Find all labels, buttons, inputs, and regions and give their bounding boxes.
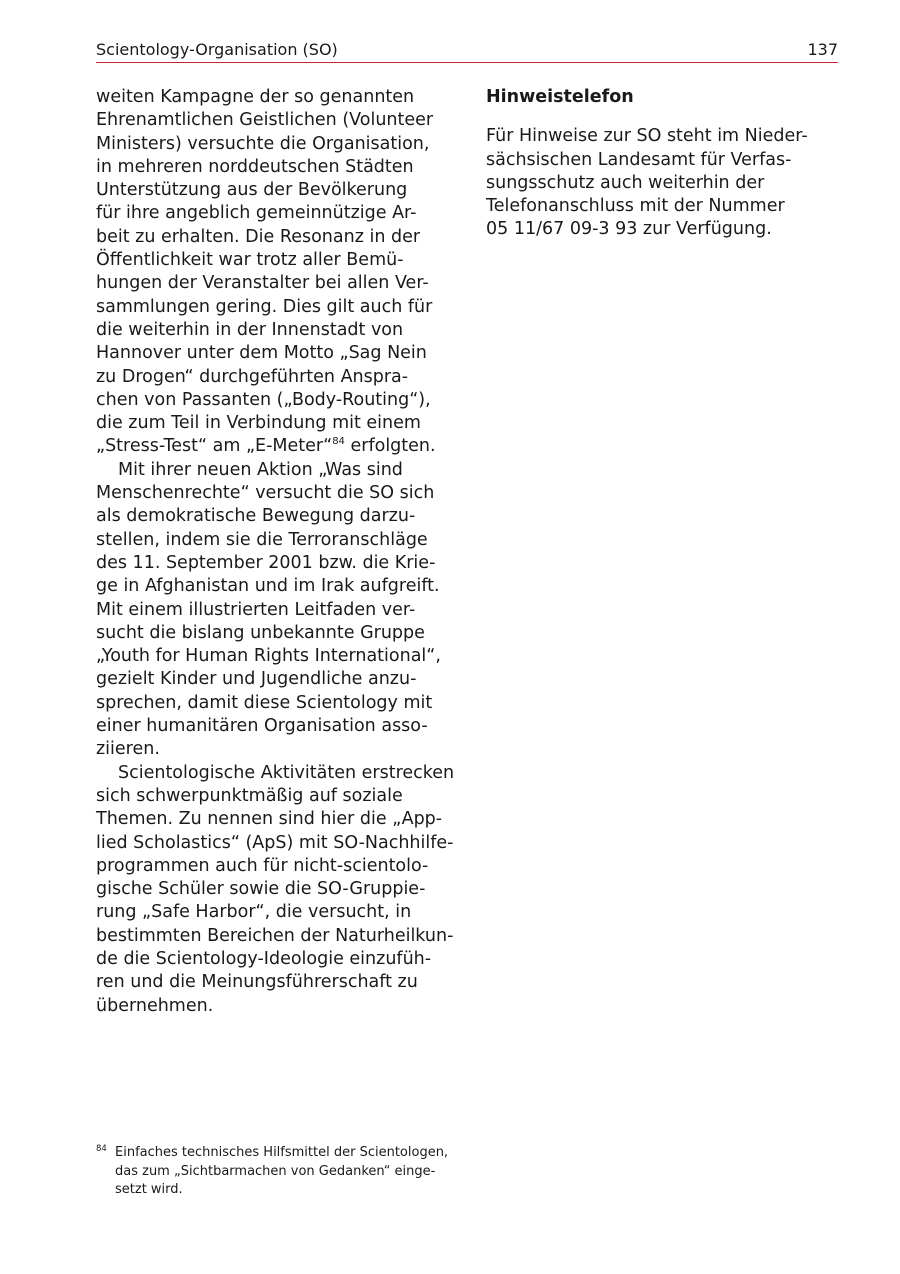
- footnote-line: setzt wird.: [115, 1182, 183, 1198]
- text-line: die weiterhin in der Innenstadt von: [96, 319, 404, 340]
- text-line: rung „Safe Harbor“, die versucht, in: [96, 902, 412, 923]
- text-line: chen von Passanten („Body-Routing“),: [96, 389, 431, 410]
- text-line: hungen der Veranstalter bei allen Ver-: [96, 273, 429, 294]
- text-line-with-footnote-ref: [96, 435, 456, 458]
- text-line: Öffentlichkeit war trotz aller Bemü-: [96, 250, 404, 271]
- text-line: die zum Teil in Verbindung mit einem: [96, 413, 421, 434]
- text-line: einer humanitären Organisation asso-: [96, 716, 428, 737]
- text-fragment: „Stress-Test“ am „E-Meter“: [96, 436, 333, 457]
- text-line: sungsschutz auch weiterhin der: [486, 172, 765, 193]
- text-line: Themen. Zu nennen sind hier die „App-: [96, 809, 443, 830]
- right-column: [486, 86, 838, 242]
- text-line: „Youth for Human Rights International“,: [96, 646, 441, 667]
- text-line: 05 11/67 09-3 93 zur Verfügung.: [486, 219, 772, 240]
- text-fragment: erfolgten.: [344, 436, 436, 457]
- text-line: sächsischen Landesamt für Verfas-: [486, 149, 792, 170]
- text-line: stellen, indem sie die Terroranschläge: [96, 529, 428, 550]
- text-line: sich schwerpunktmäßig auf soziale: [96, 785, 403, 806]
- text-line: programmen auch für nicht-scientolo-: [96, 855, 429, 876]
- footnote-number: 84: [96, 1144, 107, 1154]
- text-line: Für Hinweise zur SO steht im Nieder-: [486, 126, 808, 147]
- text-line: Menschenrechte“ versucht die SO sich: [96, 483, 435, 504]
- text-line: ziieren.: [96, 739, 160, 760]
- text-line: in mehreren norddeutschen Städten: [96, 156, 414, 177]
- header-title: Scientology-Organisation (SO): [96, 40, 338, 59]
- running-header: [96, 38, 838, 63]
- text-line: Ministers) versuchte die Organisation,: [96, 133, 430, 154]
- text-line: Scientologische Aktivitäten erstrecken: [118, 762, 455, 783]
- text-line: des 11. September 2001 bzw. die Krie-: [96, 552, 436, 573]
- text-line: sammlungen gering. Dies gilt auch für: [96, 296, 433, 317]
- footnote-line: Einfaches technisches Hilfsmittel der Scientologen,: [115, 1145, 449, 1160]
- text-line: beit zu erhalten. Die Resonanz in der: [96, 226, 421, 247]
- text-line: Hannover unter dem Motto „Sag Nein: [96, 343, 427, 364]
- text-line: Ehrenamtlichen Geistlichen (Volunteer: [96, 110, 434, 131]
- text-line: de die Scientology-Ideologie einzufüh-: [96, 948, 432, 969]
- text-line: gezielt Kinder und Jugendliche anzu-: [96, 669, 417, 690]
- text-line: sprechen, damit diese Scientology mit: [96, 692, 433, 713]
- text-line: lied Scholastics“ (ApS) mit SO-Nachhilfe-: [96, 832, 454, 853]
- text-line: ge in Afghanistan und im Irak aufgreift.: [96, 576, 440, 597]
- text-line: übernehmen.: [96, 995, 214, 1016]
- text-line: Unterstützung aus der Bevölkerung: [96, 180, 408, 201]
- hotline-paragraph: [486, 125, 838, 241]
- paragraph-1: [96, 86, 456, 459]
- text-line: zu Drogen“ durchgeführten Anspra-: [96, 366, 409, 387]
- paragraph-2: [96, 459, 456, 762]
- left-column: [96, 86, 456, 1018]
- footnote-text: [115, 1144, 456, 1200]
- footnote-reference: 84: [332, 436, 345, 448]
- text-line: gische Schüler sowie die SO-Gruppie-: [96, 879, 426, 900]
- text-line: sucht die bislang unbekannte Gruppe: [96, 622, 425, 643]
- text-line: für ihre angeblich gemeinnützige Ar-: [96, 203, 417, 224]
- footnote: [96, 1144, 456, 1200]
- footnote-line: das zum „Sichtbarmachen von Gedanken“ einge-: [115, 1163, 436, 1179]
- paragraph-3: [96, 762, 456, 1018]
- text-line: als demokratische Bewegung darzu-: [96, 506, 416, 527]
- page-number: 137: [807, 40, 838, 59]
- text-line: Mit einem illustrierten Leitfaden ver-: [96, 599, 416, 620]
- text-line: bestimmten Bereichen der Naturheilkun-: [96, 925, 454, 946]
- text-line: ren und die Meinungsführerschaft zu: [96, 972, 418, 993]
- text-line: Telefonanschluss mit der Nummer: [486, 196, 785, 217]
- text-line: Mit ihrer neuen Aktion „Was sind: [118, 459, 403, 480]
- text-line: weiten Kampagne der so genannten: [96, 87, 415, 107]
- section-heading: Hinweistelefon: [486, 87, 634, 107]
